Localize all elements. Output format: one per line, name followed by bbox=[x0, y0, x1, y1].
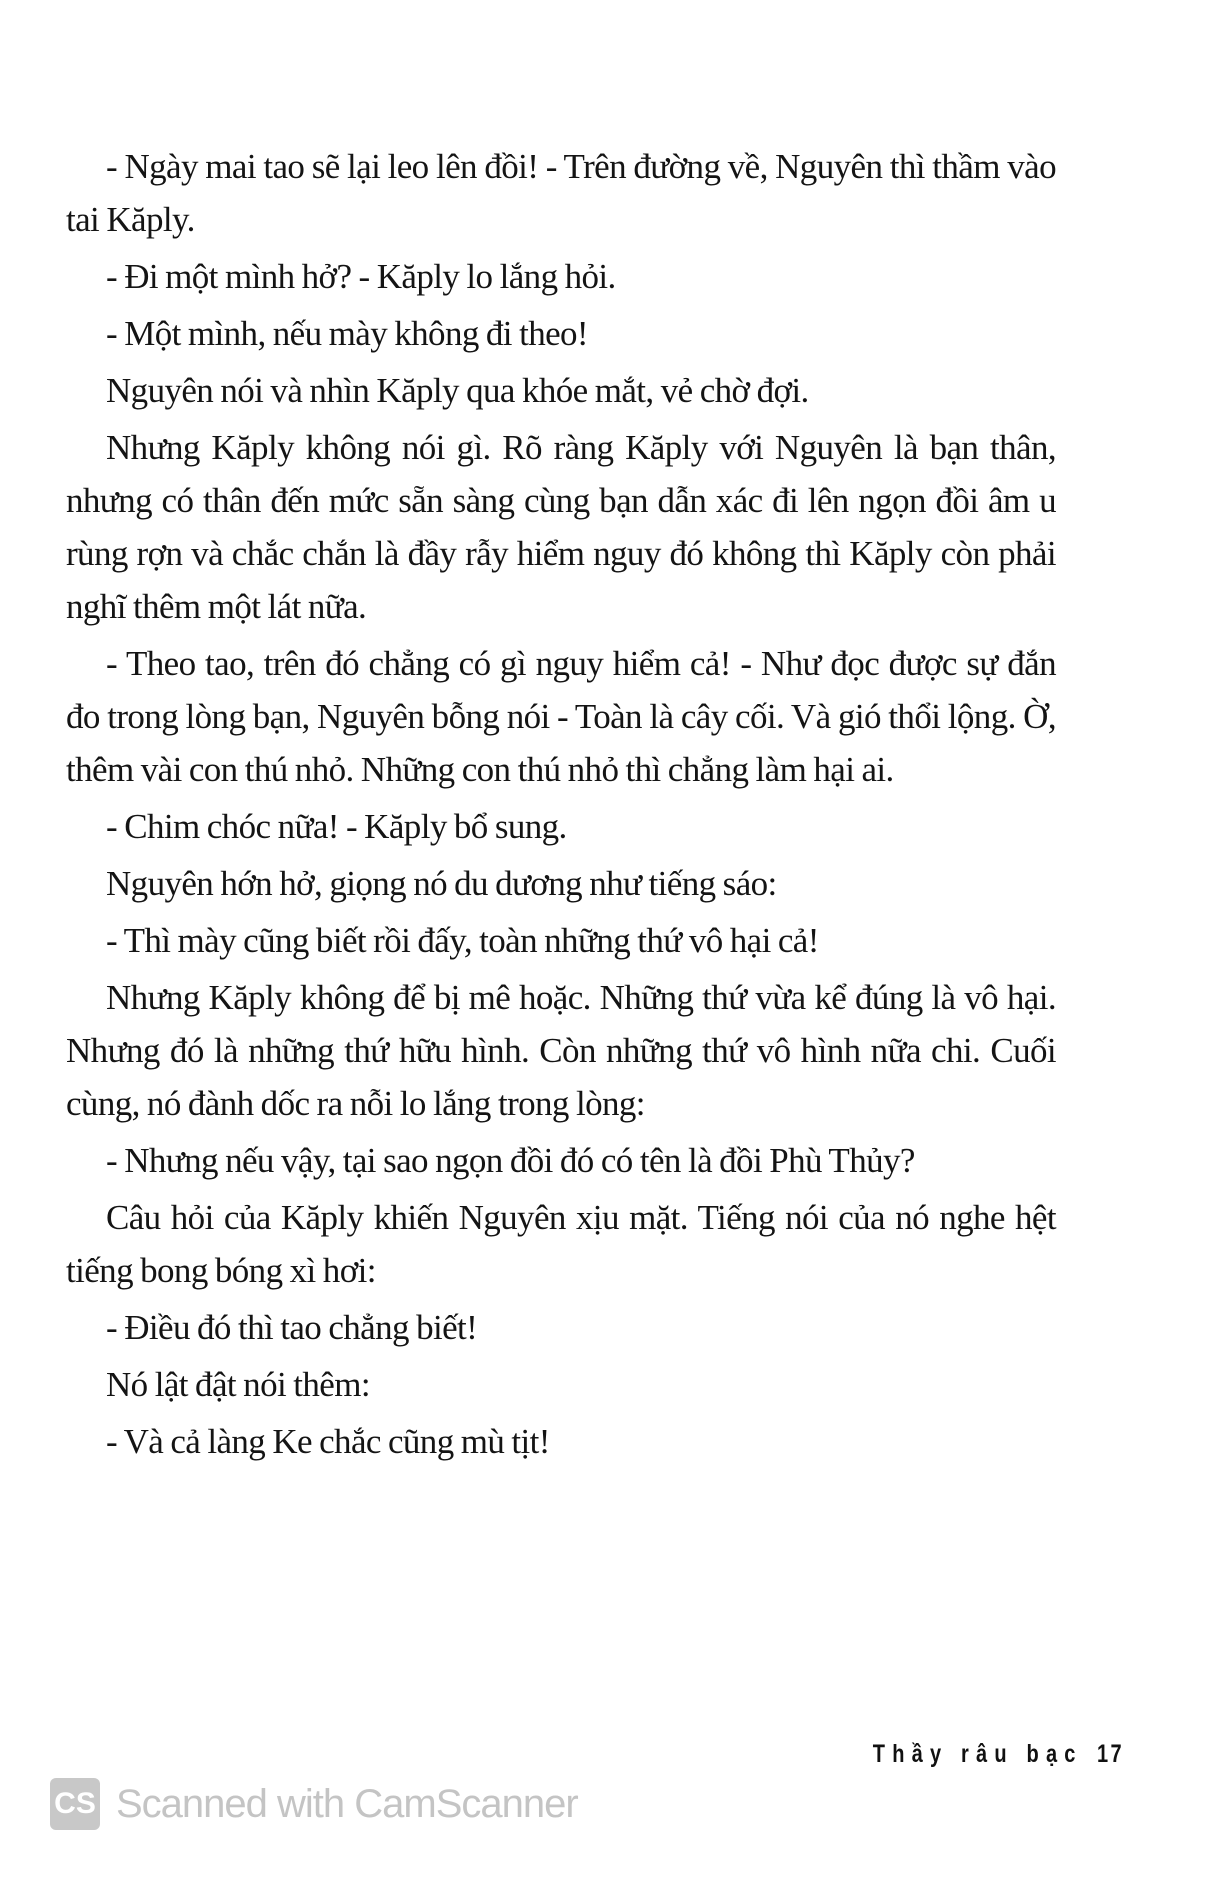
page-body bbox=[66, 140, 1056, 1472]
running-footer bbox=[873, 1740, 1124, 1769]
paragraph: Nhưng Kăply không để bị mê hoặc. Những thứ vừa kể đúng là vô hại. Nhưng đó là những thứ hữu hình. Còn những thứ vô hình nữa chi. Cuối cùng, nó đành dốc ra nỗi lo lắng trong lòng: bbox=[66, 978, 1056, 1123]
paragraph: Nguyên nói và nhìn Kăply qua khóe mắt, vẻ chờ đợi. bbox=[106, 371, 809, 410]
paragraph: - Đi một mình hở? - Kăply lo lắng hỏi. bbox=[106, 257, 616, 296]
paragraph: - Theo tao, trên đó chẳng có gì nguy hiểm cả! - Như đọc được sự đắn đo trong lòng bạn, Nguyên bỗng nói - Toàn là cây cối. Và gió thổi lộng. Ờ, thêm vài con thú nhỏ. Những con thú nhỏ thì chẳng làm hại ai. bbox=[66, 644, 1056, 789]
paragraph: - Điều đó thì tao chẳng biết! bbox=[106, 1308, 478, 1347]
book-title: Thầy râu bạc bbox=[872, 1740, 1083, 1768]
paragraph: Nó lật đật nói thêm: bbox=[106, 1365, 370, 1404]
camscanner-watermark bbox=[50, 1778, 578, 1830]
paragraph: - Chim chóc nữa! - Kăply bổ sung. bbox=[106, 807, 567, 846]
paragraph: - Nhưng nếu vậy, tại sao ngọn đồi đó có tên là đồi Phù Thủy? bbox=[106, 1141, 915, 1180]
paragraph: - Ngày mai tao sẽ lại leo lên đồi! - Trên đường về, Nguyên thì thầm vào tai Kăply. bbox=[66, 147, 1056, 239]
camscanner-logo-icon: CS bbox=[50, 1778, 100, 1830]
page-number: 17 bbox=[1096, 1740, 1124, 1768]
paragraph: Nhưng Kăply không nói gì. Rõ ràng Kăply với Nguyên là bạn thân, nhưng có thân đến mức sẵn sàng cùng bạn dẫn xác đi lên ngọn đồi âm u rùng rợn và chắc chắn là đầy rẫy hiểm nguy đó không thì Kăply còn phải nghĩ thêm một lát nữa. bbox=[66, 428, 1056, 626]
paragraph: - Thì mày cũng biết rồi đấy, toàn những thứ vô hại cả! bbox=[106, 921, 819, 960]
paragraph: - Và cả làng Ke chắc cũng mù tịt! bbox=[106, 1422, 550, 1461]
paragraph: - Một mình, nếu mày không đi theo! bbox=[106, 314, 588, 353]
paragraph: Câu hỏi của Kăply khiến Nguyên xịu mặt. Tiếng nói của nó nghe hệt tiếng bong bóng xì hơi: bbox=[66, 1198, 1056, 1290]
paragraph: Nguyên hớn hở, giọng nó du dương như tiếng sáo: bbox=[106, 864, 777, 903]
watermark-text: Scanned with CamScanner bbox=[116, 1781, 578, 1826]
